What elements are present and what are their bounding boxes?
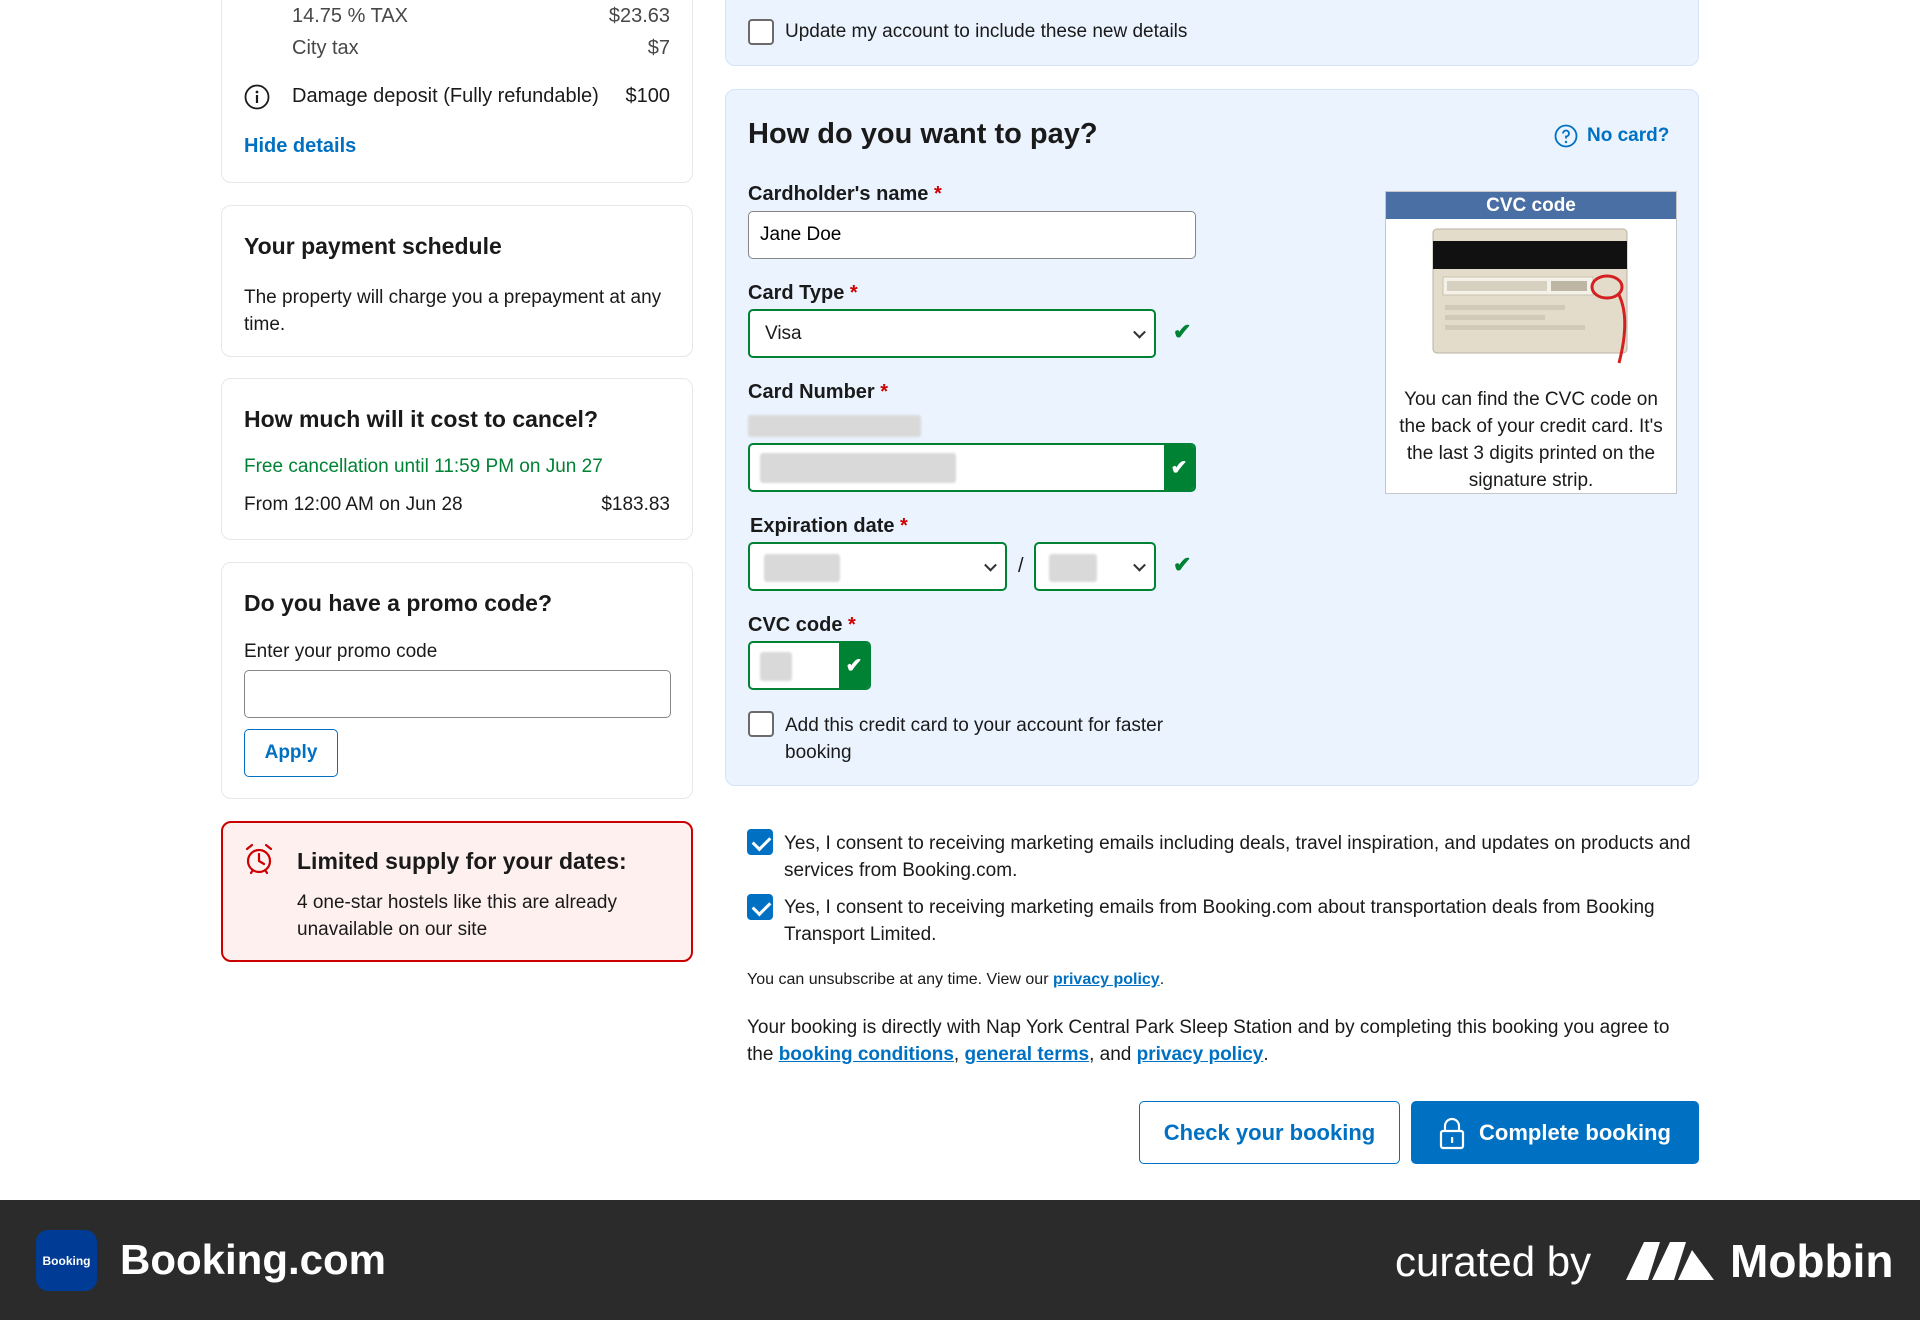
card-number-redacted [760, 453, 956, 483]
save-card-label: Add this credit card to your account for faster booking [785, 715, 1164, 763]
payment-schedule-card [221, 205, 693, 357]
payment-section [725, 89, 1699, 786]
privacy-policy-link[interactable]: privacy policy [1052, 971, 1160, 988]
help-circle-icon[interactable] [1554, 124, 1578, 148]
limited-supply-title: Limited supply for your dates: [297, 848, 627, 874]
required-mark: * [900, 515, 908, 537]
city-tax-label: City tax [292, 37, 359, 59]
update-account-checkbox[interactable] [748, 19, 774, 45]
promo-card [221, 562, 693, 799]
cardholder-input[interactable] [748, 211, 1196, 259]
expiration-month-redacted [764, 554, 840, 582]
alarm-clock-icon [243, 842, 275, 876]
no-card-link[interactable]: No card? [1587, 125, 1670, 146]
limited-supply-text: 4 one-star hostels like this are already unavailable on our site [297, 892, 617, 940]
required-mark: * [849, 282, 858, 304]
expiration-year-redacted [1049, 554, 1097, 582]
save-card-checkbox[interactable] [748, 711, 774, 737]
card-number-hint-redacted [748, 415, 921, 437]
booking-app-icon-text: Booking [42, 1253, 91, 1268]
card-back-illustration [1431, 227, 1633, 367]
update-account-label: Update my account to include these new details [785, 21, 1188, 42]
chevron-down-icon [984, 558, 997, 571]
cardholder-label: Cardholder's name * [748, 183, 942, 205]
cancellation-fee: $183.83 [601, 494, 670, 515]
chevron-down-icon [1133, 558, 1146, 571]
card-type-select[interactable] [748, 309, 1156, 358]
city-tax-value: $7 [647, 37, 670, 59]
marketing-deals-label: Yes, I consent to receiving marketing emails including deals, travel inspiration, and updates on products and services from Booking.com. [784, 833, 1691, 881]
required-mark: * [848, 614, 856, 636]
lock-icon [1439, 1116, 1465, 1150]
price-details-card [221, 0, 693, 183]
promo-title: Do you have a promo code? [244, 590, 552, 616]
expiration-month-select[interactable] [748, 542, 1007, 591]
unsubscribe-note: You can unsubscribe at any time. View our privacy policy. [747, 971, 1165, 988]
promo-label: Enter your promo code [244, 641, 438, 662]
promo-input[interactable] [244, 670, 671, 718]
card-type-value: Visa [765, 323, 802, 344]
limited-supply-banner [221, 821, 693, 962]
deposit-label: Damage deposit (Fully refundable) [292, 85, 599, 107]
cancellation-from-text: From 12:00 AM on Jun 28 [244, 494, 463, 515]
general-terms-link[interactable]: general terms [964, 1044, 1090, 1065]
cvc-redacted [760, 652, 792, 681]
expiration-year-select[interactable] [1034, 542, 1156, 591]
checkmark-icon: ✔ [845, 655, 863, 677]
marketing-transport-label: Yes, I consent to receiving marketing emails from Booking.com about transportation deals from Booking Transport Limited. [784, 897, 1655, 945]
complete-booking-button[interactable] [1411, 1101, 1699, 1164]
apply-button[interactable]: Apply [244, 729, 338, 777]
complete-booking-label: Complete booking [1479, 1119, 1671, 1145]
cvc-help-text: You can find the CVC code on the back of your credit card. It's the last 3 digits printed on the signature strip. [1399, 389, 1663, 491]
marketing-transport-checkbox[interactable] [747, 894, 773, 920]
deposit-value: $100 [625, 85, 670, 107]
cvc-help-title: CVC code [1386, 192, 1676, 219]
chevron-down-icon [1133, 325, 1146, 338]
checkmark-icon: ✔ [1170, 457, 1188, 479]
card-number-input[interactable] [748, 443, 1196, 492]
agreement-privacy-policy-link[interactable]: privacy policy [1136, 1044, 1264, 1065]
expiration-label: Expiration date * [750, 515, 908, 537]
card-number-label: Card Number * [748, 381, 889, 403]
cvc-input[interactable] [748, 641, 871, 690]
mobbin-logo-icon [1626, 1238, 1714, 1282]
payment-schedule-text: The property will charge you a prepayment at any time. [244, 287, 662, 335]
payment-schedule-title: Your payment schedule [244, 233, 502, 259]
info-icon[interactable] [244, 84, 270, 110]
booking-agreement: Your booking is directly with Nap York Central Park Sleep Station and by completing this booking you agree to the booking conditions, general terms, and privacy policy. [747, 1017, 1670, 1065]
booking-app-icon [36, 1230, 97, 1291]
hide-details-link[interactable]: Hide details [244, 135, 357, 157]
curated-by-text: curated by [1395, 1238, 1592, 1285]
card-type-label: Card Type * [748, 282, 858, 304]
cvc-help-panel [1385, 191, 1677, 494]
cvc-valid-badge [839, 643, 869, 688]
cancellation-card [221, 378, 693, 540]
payment-title: How do you want to pay? [748, 118, 1098, 150]
free-cancellation-text: Free cancellation until 11:59 PM on Jun 27 [244, 456, 603, 477]
marketing-deals-checkbox[interactable] [747, 829, 773, 855]
required-mark: * [933, 183, 942, 205]
tax-label: 14.75 % TAX [292, 5, 408, 27]
mobbin-wordmark: Mobbin [1730, 1235, 1894, 1287]
card-type-valid-icon: ✔ [1173, 319, 1192, 344]
footer-bar [0, 1200, 1920, 1320]
cvc-label: CVC code * [748, 614, 856, 636]
footer-brand: Booking.com [120, 1236, 387, 1283]
cancellation-title: How much will it cost to cancel? [244, 406, 598, 432]
expiration-separator: / [1018, 555, 1024, 577]
booking-conditions-link[interactable]: booking conditions [778, 1044, 954, 1065]
expiration-valid-icon: ✔ [1173, 552, 1192, 577]
account-details-box [725, 0, 1699, 66]
check-booking-button[interactable]: Check your booking [1139, 1101, 1400, 1164]
card-number-valid-badge [1164, 445, 1194, 490]
required-mark: * [880, 381, 889, 403]
tax-value: $23.63 [608, 5, 670, 27]
